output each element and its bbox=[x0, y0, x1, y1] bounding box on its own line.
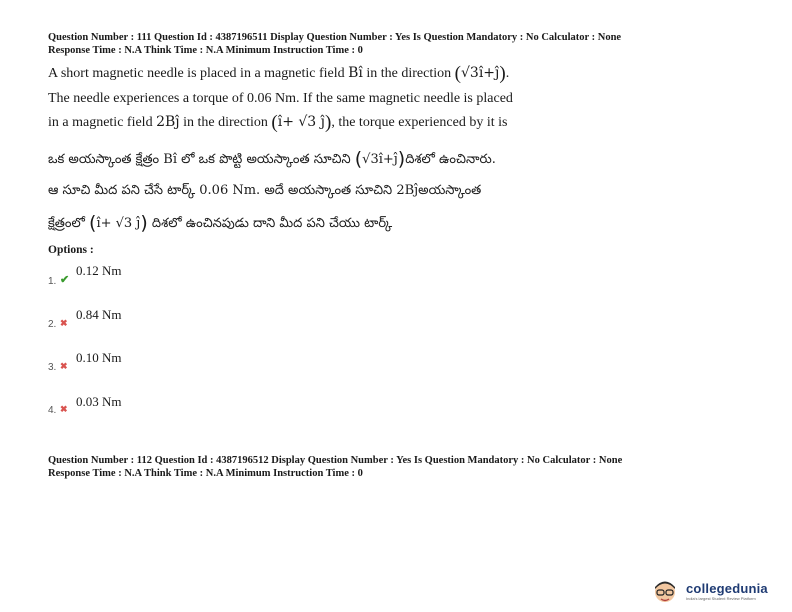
question-telugu-line-3: క్షేత్రంలో (î+ √3 ĵ) దిశలో ఉంచినపుడు దాని మీద పని చేయు టార్క్ bbox=[48, 212, 393, 234]
question-meta-line: Question Number : 111 Question Id : 4387196511 Display Question Number : Yes Is Question Mandatory : No Calculator : None bbox=[48, 32, 622, 43]
question-telugu-line-1: ఒక అయస్కాంత క్షేత్రం Bî లో ఒక పొట్టి అయస్కాంత సూచిని (√3î+ĵ)దిశలో ఉంచినారు. bbox=[48, 148, 496, 170]
collegedunia-logo bbox=[650, 578, 786, 604]
question-text-line-3: in a magnetic field 2Bĵ in the direction (î+ √3 ĵ), the torque experienced by it is bbox=[48, 112, 508, 133]
option-text: 0.84 Nm bbox=[76, 307, 122, 322]
cross-icon: ✖ bbox=[60, 318, 68, 328]
options-heading: Options : bbox=[48, 244, 94, 256]
question-text-line-2: The needle experiences a torque of 0.06 Nm. If the same magnetic needle is placed bbox=[48, 91, 513, 106]
question-timing-line: Response Time : N.A Think Time : N.A Minimum Instruction Time : 0 bbox=[48, 45, 363, 56]
option-number: 1. bbox=[48, 276, 57, 287]
option-text: 0.03 Nm bbox=[76, 394, 122, 409]
option-text: 0.10 Nm bbox=[76, 350, 122, 365]
question-timing-line: Response Time : N.A Think Time : N.A Minimum Instruction Time : 0 bbox=[48, 468, 363, 479]
check-icon: ✔ bbox=[60, 274, 70, 286]
collegedunia-mascot-icon bbox=[650, 578, 680, 604]
cross-icon: ✖ bbox=[60, 404, 68, 414]
option-number: 4. bbox=[48, 405, 57, 416]
question-text-line-1: A short magnetic needle is placed in a magnetic field Bî in the direction (√3î+ĵ). bbox=[48, 63, 510, 84]
option-number: 3. bbox=[48, 362, 57, 373]
option-text: 0.12 Nm bbox=[76, 263, 122, 278]
question-telugu-line-2: ఆ సూచి మీద పని చేసే టార్క్ 0.06 Nm. అదే అయస్కాంత సూచిని 2Bĵఅయస్కాంత bbox=[48, 183, 482, 198]
cross-icon: ✖ bbox=[60, 361, 68, 371]
question-meta-line: Question Number : 112 Question Id : 4387196512 Display Question Number : Yes Is Question Mandatory : No Calculator : None bbox=[48, 455, 623, 466]
logo-tagline: India's largest Student Review Platform bbox=[686, 596, 756, 601]
option-number: 2. bbox=[48, 319, 57, 330]
logo-wordmark: collegedunia bbox=[686, 581, 768, 596]
